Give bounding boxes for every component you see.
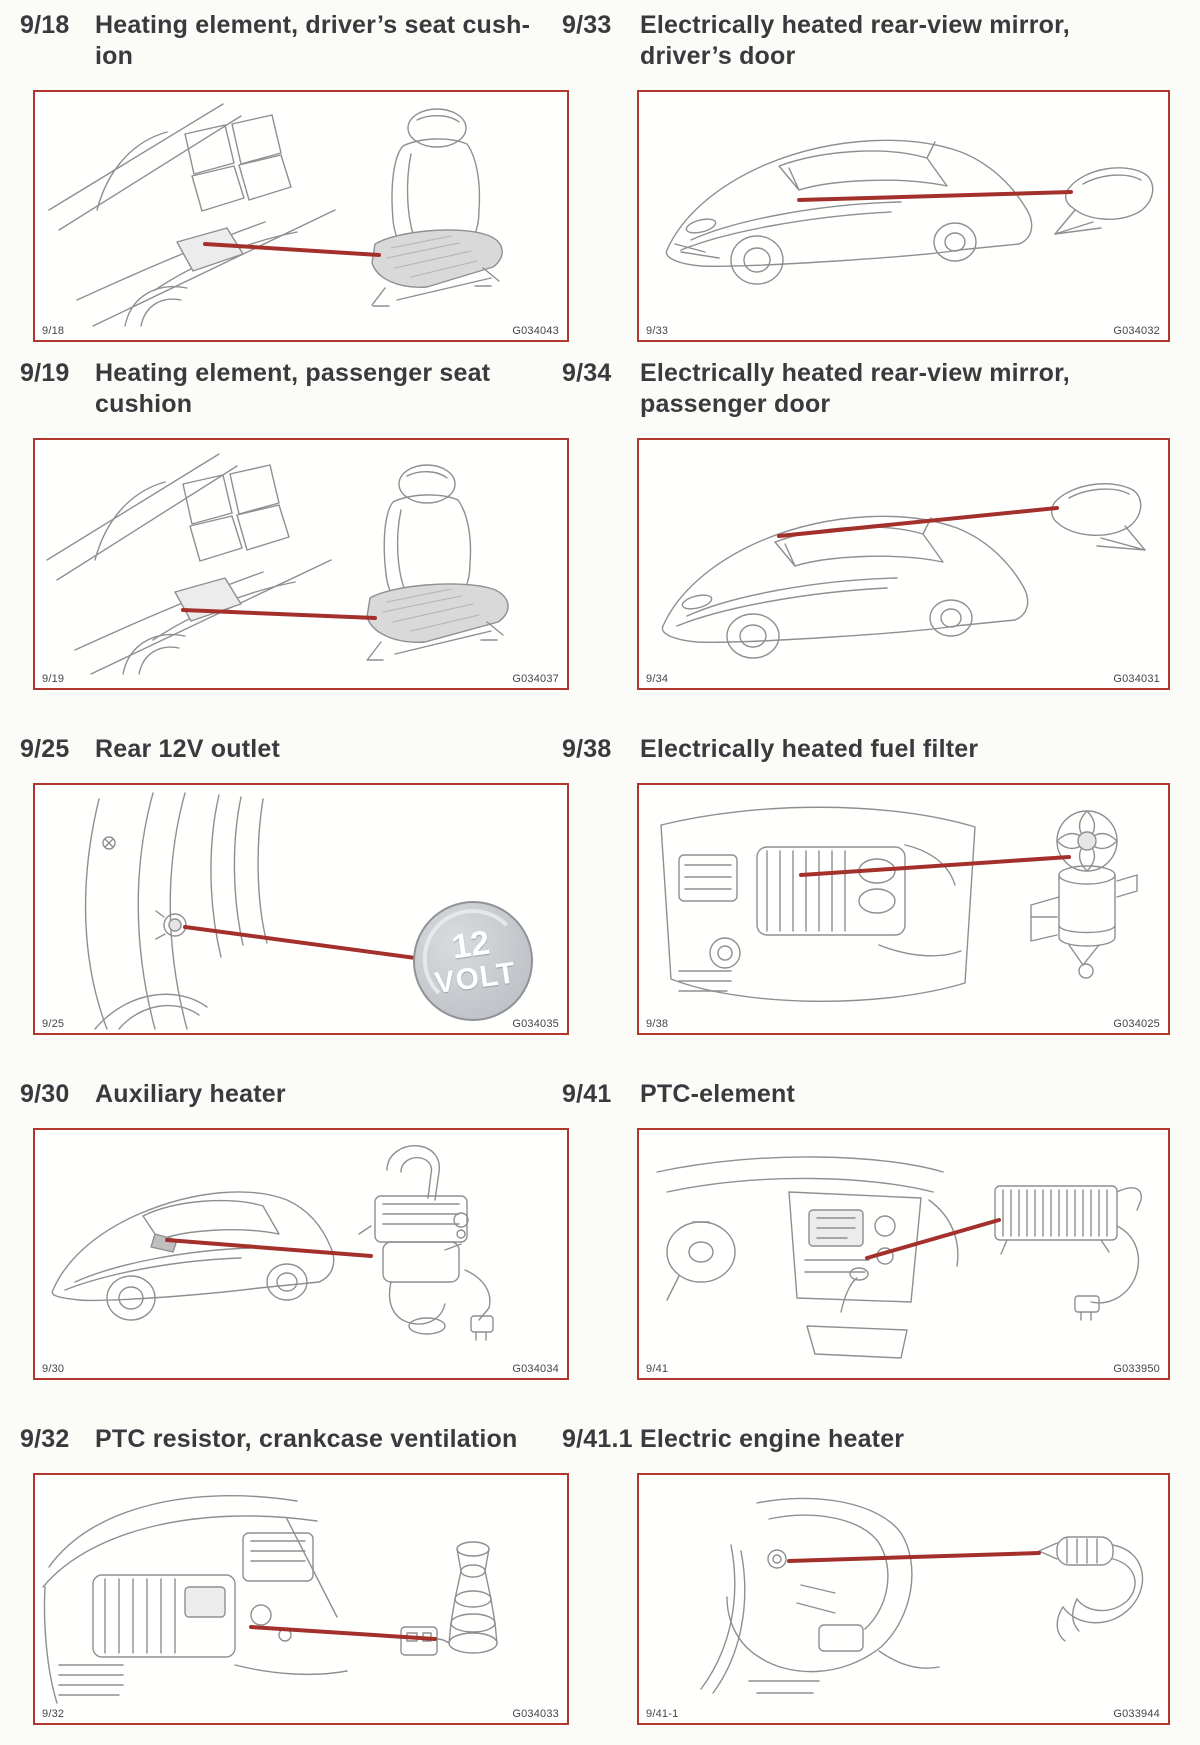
engine-close-up-drawing bbox=[701, 1498, 939, 1693]
figure-heading bbox=[20, 10, 571, 72]
figure-number: 9/41.1 bbox=[562, 1425, 633, 1453]
figure-section-9-25 bbox=[20, 734, 571, 1035]
figure-title: Electrically heated rear-view mirror, driver’s door bbox=[640, 11, 1070, 70]
figure-heading bbox=[562, 1424, 1170, 1455]
figure-code: G033944 bbox=[1113, 1708, 1160, 1720]
badge-text-volt: VOLT bbox=[432, 956, 519, 1001]
figure-section-9-18 bbox=[20, 10, 571, 342]
engine-bay-drawing bbox=[661, 807, 975, 1001]
figure-title: Heating element, passenger seat cushion bbox=[95, 359, 491, 418]
driver-seat-drawing bbox=[372, 109, 502, 306]
callout-line bbox=[801, 857, 1069, 875]
door-mirror-drawing bbox=[1052, 484, 1145, 550]
fuel-filter-drawing bbox=[1031, 811, 1137, 978]
badge-text-12: 12 bbox=[449, 923, 493, 967]
figure-code: G034037 bbox=[512, 673, 559, 685]
figure-title: Electric engine heater bbox=[640, 1425, 905, 1453]
figure-heading bbox=[20, 1424, 571, 1455]
figure-number: 9/38 bbox=[562, 735, 612, 763]
left-column bbox=[20, 0, 571, 1725]
figure-id-label: 9/41 bbox=[646, 1363, 669, 1375]
engine-bay-and-ptc-resistor-illustration bbox=[35, 1475, 567, 1723]
callout-line bbox=[789, 1553, 1039, 1561]
figure-section-9-41 bbox=[562, 1079, 1170, 1380]
figure-section-9-41-1 bbox=[562, 1424, 1170, 1725]
dashboard-drawing bbox=[657, 1157, 958, 1358]
figure-section-9-32 bbox=[20, 1424, 571, 1725]
figure-title: Electrically heated fuel filter bbox=[640, 735, 979, 763]
car-and-passenger-door-mirror-illustration bbox=[639, 440, 1168, 688]
car-and-driver-door-mirror-illustration bbox=[639, 92, 1168, 340]
figure-id-label: 9/25 bbox=[42, 1018, 65, 1030]
figure-code: G034035 bbox=[512, 1018, 559, 1030]
figure-title: Electrically heated rear-view mirror, passenger door bbox=[640, 359, 1070, 418]
figure-box bbox=[637, 1128, 1170, 1380]
figure-code: G034031 bbox=[1113, 673, 1160, 685]
figure-box bbox=[637, 90, 1170, 342]
figure-number: 9/25 bbox=[20, 735, 70, 763]
figure-box bbox=[33, 1128, 569, 1380]
figure-number: 9/33 bbox=[562, 11, 612, 39]
passenger-seat-drawing bbox=[367, 465, 508, 660]
door-mirror-drawing bbox=[1055, 168, 1153, 234]
callout-line bbox=[799, 192, 1071, 200]
figure-box bbox=[637, 1473, 1170, 1725]
figure-heading bbox=[20, 358, 571, 420]
figure-title: PTC-element bbox=[640, 1080, 796, 1108]
car-and-auxiliary-heater-illustration bbox=[35, 1130, 567, 1378]
engine-and-heater-cartridge-illustration bbox=[639, 1475, 1168, 1723]
figure-section-9-38 bbox=[562, 734, 1170, 1035]
dashboard-and-ptc-element-illustration bbox=[639, 1130, 1168, 1378]
figure-number: 9/34 bbox=[562, 359, 612, 387]
figure-title: Rear 12V outlet bbox=[95, 735, 281, 763]
figure-code: G034043 bbox=[512, 325, 559, 337]
figure-code: G033950 bbox=[1113, 1363, 1160, 1375]
callout-line bbox=[167, 1240, 371, 1256]
car-interior-and-passenger-seat-illustration bbox=[35, 440, 567, 688]
figure-section-9-33 bbox=[562, 10, 1170, 342]
engine-bay-and-fuel-filter-illustration bbox=[639, 785, 1168, 1033]
figure-number: 9/32 bbox=[20, 1425, 70, 1453]
figure-title: Heating element, driver’s seat cush- ion bbox=[95, 11, 531, 70]
figure-code: G034032 bbox=[1113, 325, 1160, 337]
figure-heading bbox=[562, 10, 1170, 72]
figure-id-label: 9/34 bbox=[646, 673, 669, 685]
figure-number: 9/30 bbox=[20, 1080, 70, 1108]
figure-title: PTC resistor, crankcase ventilation bbox=[95, 1425, 518, 1453]
figure-id-label: 9/18 bbox=[42, 325, 65, 337]
ptc-element-drawing bbox=[995, 1186, 1141, 1320]
right-column bbox=[562, 0, 1170, 1725]
figure-number: 9/41 bbox=[562, 1080, 612, 1108]
figure-box bbox=[33, 783, 569, 1035]
figure-heading bbox=[20, 734, 571, 765]
figure-id-label: 9/33 bbox=[646, 325, 669, 337]
sedan-drawing bbox=[662, 516, 1027, 658]
car-interior-and-driver-seat-illustration bbox=[35, 92, 567, 340]
figure-title: Auxiliary heater bbox=[95, 1080, 286, 1108]
engine-bay-drawing bbox=[43, 1496, 347, 1703]
figure-box bbox=[33, 438, 569, 690]
figure-heading bbox=[562, 1079, 1170, 1110]
figure-id-label: 9/30 bbox=[42, 1363, 65, 1375]
heater-cartridge-drawing bbox=[1039, 1537, 1143, 1641]
figure-heading bbox=[562, 734, 1170, 765]
figure-section-9-34 bbox=[562, 358, 1170, 690]
figure-id-label: 9/19 bbox=[42, 673, 65, 685]
figure-code: G034033 bbox=[512, 1708, 559, 1720]
figure-box bbox=[637, 783, 1170, 1035]
figure-number: 9/18 bbox=[20, 11, 70, 39]
auxiliary-heater-drawing bbox=[359, 1146, 493, 1340]
figure-section-9-30 bbox=[20, 1079, 571, 1380]
figure-heading bbox=[20, 1079, 571, 1110]
figure-heading bbox=[562, 358, 1170, 420]
figure-code: G034034 bbox=[512, 1363, 559, 1375]
figure-id-label: 9/38 bbox=[646, 1018, 669, 1030]
figure-box bbox=[33, 90, 569, 342]
figure-section-9-19 bbox=[20, 358, 571, 690]
figure-box bbox=[33, 1473, 569, 1725]
figure-code: G034025 bbox=[1113, 1018, 1160, 1030]
callout-line bbox=[867, 1220, 999, 1258]
figure-box bbox=[637, 438, 1170, 690]
sedan-drawing bbox=[666, 140, 1031, 284]
figure-id-label: 9/41-1 bbox=[646, 1708, 679, 1720]
figure-id-label: 9/32 bbox=[42, 1708, 65, 1720]
car-outline-drawing bbox=[52, 1192, 333, 1320]
figure-number: 9/19 bbox=[20, 359, 70, 387]
